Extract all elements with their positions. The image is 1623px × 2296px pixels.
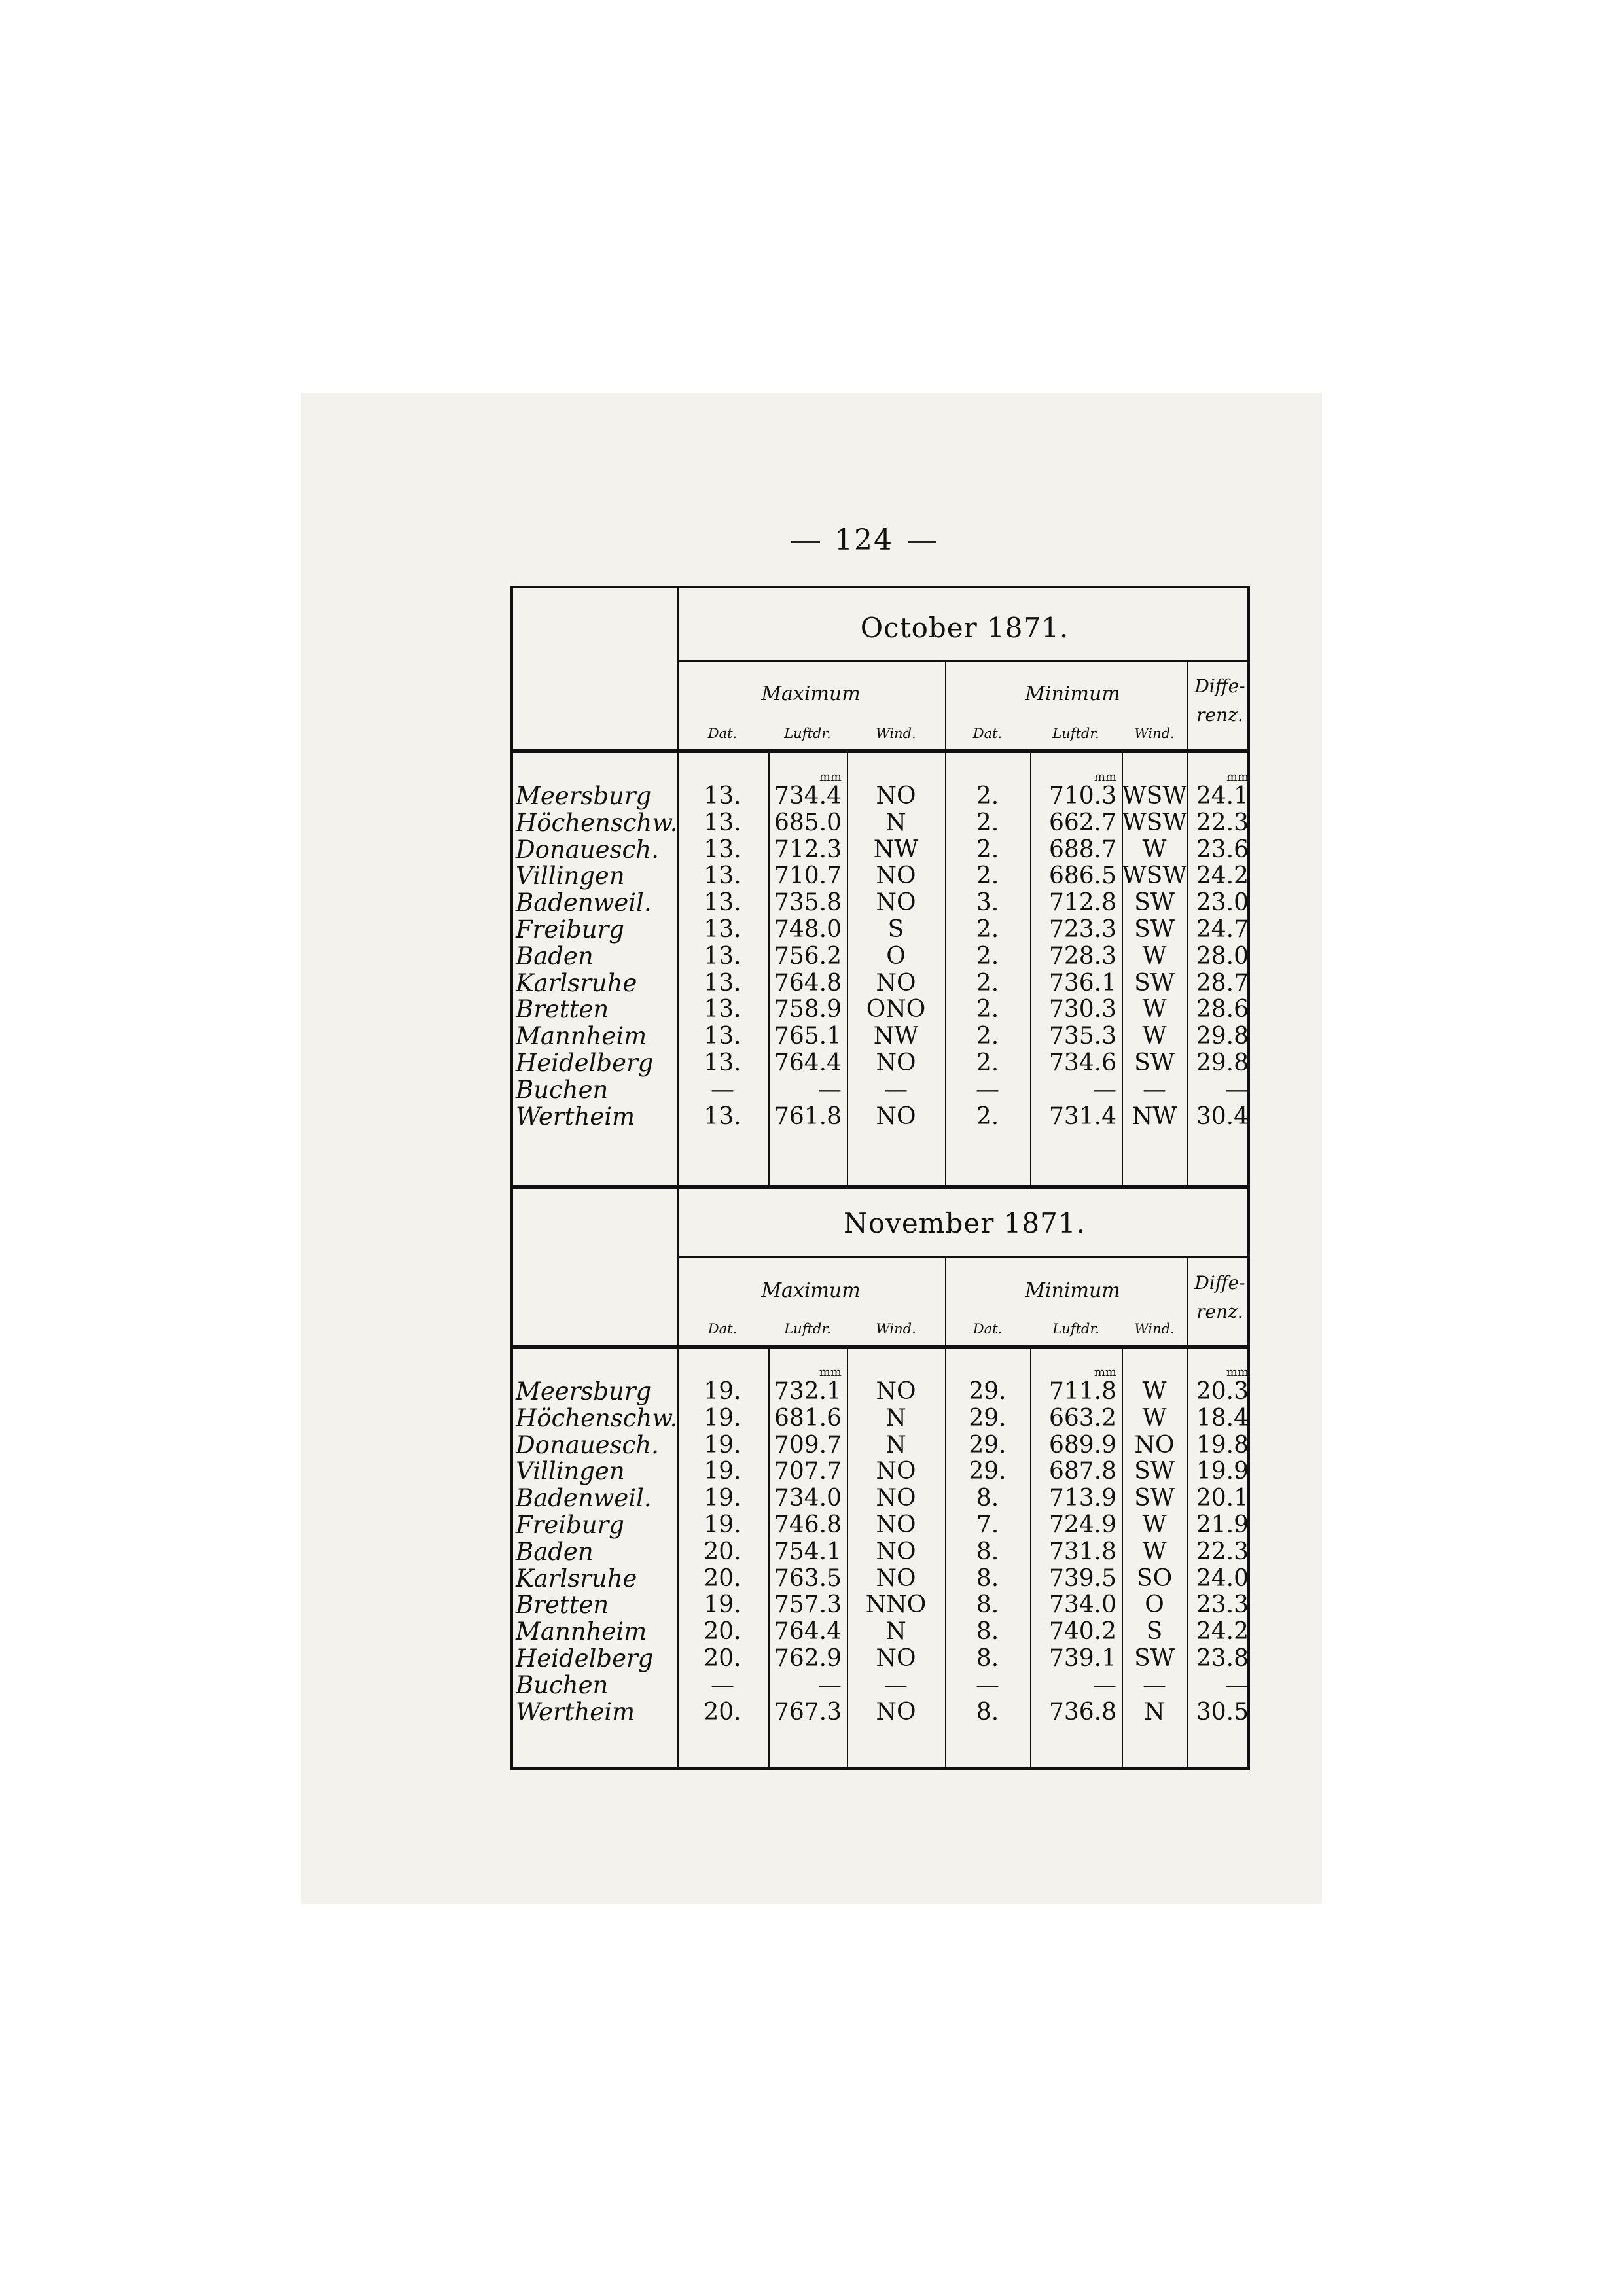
table-cell: 20. [704,1564,741,1592]
table-cell: 13. [704,862,741,890]
table-cell: 762.9 [774,1644,842,1672]
table-cell: 13. [704,809,741,836]
table-cell: 764.4 [774,1618,842,1646]
table-cell: 23.6 [1196,836,1249,863]
table-cell: 8. [976,1591,999,1619]
table-cell: NW [1132,1103,1177,1130]
table-cell: 19. [704,1511,741,1538]
table-cell: 662.7 [1048,809,1116,836]
november-title-rule [677,1256,1247,1258]
table-cell: NO [876,1458,916,1485]
station-name: Wertheim [516,1102,635,1131]
table-cell: 24.1 [1196,783,1249,809]
table-cell: W [1142,942,1167,970]
station-name: Baden [516,1537,594,1566]
table-cell: 765.1 [774,1023,842,1050]
table-cell: 3. [976,889,999,917]
table-cell: NO [876,1538,916,1565]
table-cell: 757.3 [774,1591,842,1619]
differenz-line2: renz. [1196,1301,1243,1322]
table-cell: NO [876,1485,916,1512]
table-cell: 13. [704,996,741,1023]
table-cell: 20. [704,1618,741,1646]
table-cell: 709.7 [774,1431,842,1458]
table-cell: SW [1134,969,1175,997]
table-cell: — [1225,1076,1249,1103]
table-cell: 710.7 [774,862,842,890]
table-cell: 731.4 [1048,1103,1116,1130]
table-cell: 663.2 [1048,1404,1116,1432]
table-cell: 2. [976,996,999,1023]
station-name: Mannheim [516,1022,647,1051]
table-cell: 19. [704,1485,741,1512]
table-cell: 8. [976,1618,999,1646]
october-min-dat-column [945,783,1030,1130]
october-max-wind-column [847,783,945,1130]
table-cell: 28.7 [1196,969,1249,997]
table-cell: 754.1 [774,1538,842,1565]
table-cell: 767.3 [774,1698,842,1725]
november-dat-luftdr-rule [768,1345,770,1767]
october-min-luftdr-wind-rule [1122,749,1123,1185]
table-cell: 23.0 [1196,889,1249,917]
station-name: Meersburg [516,782,652,810]
table-cell: 739.1 [1048,1644,1116,1672]
october-title: October 1871. [860,612,1069,644]
table-cell: 19. [704,1458,741,1485]
table-cell: 2. [976,809,999,836]
table-cell: W [1142,1023,1167,1050]
table-cell: 18.4 [1196,1404,1249,1432]
table-cell: 2. [976,836,999,863]
table-cell: 20.1 [1196,1485,1249,1512]
october-min-wind-header: Wind. [1134,726,1175,741]
table-cell: 728.3 [1048,942,1116,970]
table-cell: 19.9 [1196,1458,1249,1485]
table-cell: 739.5 [1048,1564,1116,1592]
table-cell: 19. [704,1378,741,1405]
november-title: November 1871. [844,1207,1086,1239]
station-name: Karlsruhe [516,1564,637,1593]
station-name: Wertheim [516,1697,635,1726]
table-cell: — [818,1671,842,1699]
table-cell: WSW [1122,862,1187,890]
station-name: Heidelberg [516,1048,654,1077]
november-max-wind-column [847,1379,945,1725]
table-cell: NO [876,1049,916,1076]
november-min-wind-column [1122,1379,1187,1725]
table-cell: 746.8 [774,1511,842,1538]
table-cell: NNO [865,1591,927,1619]
table-cell: NO [876,1103,916,1130]
table-cell: NO [876,862,916,890]
table-cell: NO [876,1564,916,1592]
november-max-dat-column [677,1379,768,1725]
table-cell: 30.4 [1196,1103,1249,1130]
station-name: Heidelberg [516,1644,654,1672]
november-min-luftdr-header: Luftdr. [1052,1321,1099,1337]
dash-left [791,541,820,543]
table-cell: NO [876,969,916,997]
november-min-luftdr-column [1030,1379,1116,1725]
table-cell: W [1142,1511,1167,1538]
station-name: Bretten [516,1591,609,1619]
october-header-rule [513,749,1247,753]
table-cell: 730.3 [1048,996,1116,1023]
table-cell: 24.0 [1196,1564,1249,1592]
table-cell: 20. [704,1698,741,1725]
october-diff-unit: mm [1226,770,1249,784]
table-cell: 13. [704,836,741,863]
table-cell: NO [876,1698,916,1725]
table-cell: 13. [704,783,741,809]
table-cell: SW [1134,1049,1175,1076]
november-header-rule [513,1345,1247,1349]
october-diff-rule [1187,660,1188,1185]
table-cell: 758.9 [774,996,842,1023]
table-cell: — [884,1671,908,1699]
table-cell: N [885,809,906,836]
table-cell: 748.0 [774,915,842,943]
october-min-luftdr-header: Luftdr. [1052,726,1099,741]
differenz-line1: Diffe- [1194,1272,1245,1294]
october-differenz-column [1187,783,1249,1130]
table-cell: 8. [976,1698,999,1725]
table-cell: NO [876,889,916,917]
differenz-line2: renz. [1196,704,1243,726]
table-cell: 20. [704,1538,741,1565]
table-cell: 13. [704,1049,741,1076]
table-cell: 13. [704,1103,741,1130]
station-column-rule [677,588,679,1767]
table-cell: 8. [976,1538,999,1565]
station-name: Buchen [516,1075,609,1104]
november-differenz-header [1187,1269,1253,1326]
november-min-dat-column [945,1379,1030,1725]
table-cell: 2. [976,1103,999,1130]
table-cell: — [1093,1671,1116,1699]
table-cell: NO [1134,1431,1175,1458]
table-cell: 8. [976,1644,999,1672]
table-cell: 707.7 [774,1458,842,1485]
table-cell: W [1142,1538,1167,1565]
page-number [753,523,975,557]
october-maxmin-rule [945,660,946,1185]
table-cell: 2. [976,1049,999,1076]
table-cell: 734.0 [774,1485,842,1512]
table-cell: 24.7 [1196,915,1249,943]
november-max-luftdr-header: Luftdr. [784,1321,831,1337]
table-cell: SW [1134,1485,1175,1512]
october-dat-luftdr-rule [768,749,770,1185]
station-name: Freiburg [516,915,624,944]
table-cell: NO [876,1378,916,1405]
table-cell: — [884,1076,908,1103]
table-cell: NW [873,1023,919,1050]
table-cell: 19. [704,1404,741,1432]
table-cell: 736.8 [1048,1698,1116,1725]
table-cell: 763.5 [774,1564,842,1592]
station-name: Bretten [516,995,609,1024]
table-cell: 29.8 [1196,1049,1249,1076]
table-cell: 19. [704,1431,741,1458]
november-max-wind-header: Wind. [876,1321,916,1337]
table-cell: 688.7 [1048,836,1116,863]
table-cell: 13. [704,942,741,970]
section-divider [513,1185,1247,1189]
table-cell: 22.3 [1196,1538,1249,1565]
table-cell: 24.2 [1196,862,1249,890]
november-maxmin-rule [945,1256,946,1767]
table-cell: 29. [969,1378,1007,1405]
table-cell: 19.8 [1196,1431,1249,1458]
october-minimum-header: Minimum [1025,682,1120,705]
table-cell: — [1093,1076,1116,1103]
october-luftdr-wind-rule [847,749,848,1185]
october-title-rule [677,660,1247,662]
station-name: Villingen [516,862,625,891]
table-cell: WSW [1122,809,1187,836]
november-minimum-header: Minimum [1025,1279,1120,1302]
dash-right [908,541,936,543]
october-min-wind-column [1122,783,1187,1130]
table-cell: NO [876,783,916,809]
table-cell: O [886,942,906,970]
november-diff-rule [1187,1256,1188,1767]
station-name: Baden [516,942,594,970]
table-cell: 13. [704,915,741,943]
table-cell: 736.1 [1048,969,1116,997]
table-cell: — [1143,1671,1166,1699]
table-cell: 732.1 [774,1378,842,1405]
station-name: Villingen [516,1457,625,1486]
november-station-names [516,1377,678,1726]
table-cell: 29. [969,1404,1007,1432]
station-name: Buchen [516,1670,609,1699]
table-cell: 731.8 [1048,1538,1116,1565]
table-cell: 712.3 [774,836,842,863]
table-cell: S [887,915,904,943]
table-cell: 734.4 [774,783,842,809]
table-cell: — [818,1076,842,1103]
october-min-dat-luftdr-rule [1030,749,1031,1185]
table-cell: NW [873,836,919,863]
table-cell: N [885,1431,906,1458]
table-cell: 29. [969,1431,1007,1458]
station-name: Freiburg [516,1510,624,1539]
table-cell: 13. [704,1023,741,1050]
table-cell: N [1144,1698,1165,1725]
table-cell: 686.5 [1048,862,1116,890]
table-cell: 735.3 [1048,1023,1116,1050]
table-cell: N [885,1618,906,1646]
table-cell: SW [1134,889,1175,917]
november-min-dat-header: Dat. [972,1321,1003,1337]
october-max-luftdr-column [768,783,842,1130]
october-differenz-header [1187,672,1253,730]
table-cell: 30.5 [1196,1698,1249,1725]
table-cell: 7. [976,1511,999,1538]
table-cell: NO [876,1511,916,1538]
table-cell: — [711,1076,734,1103]
october-maximum-header: Maximum [761,682,861,705]
table-cell: — [976,1671,999,1699]
table-cell: 28.0 [1196,942,1249,970]
table-cell: 2. [976,969,999,997]
october-max-dat-column [677,783,768,1130]
table-cell: 710.3 [1048,783,1116,809]
table-cell: ONO [866,996,926,1023]
october-station-names [516,782,678,1131]
table-cell: 24.2 [1196,1618,1249,1646]
table-cell: SO [1136,1564,1173,1592]
table-cell: 685.0 [774,809,842,836]
pressure-table [510,586,1250,1770]
table-cell: 734.6 [1048,1049,1116,1076]
table-cell: 28.6 [1196,996,1249,1023]
table-cell: 20.3 [1196,1378,1249,1405]
table-cell: SW [1134,1458,1175,1485]
station-name: Badenweil. [516,889,652,917]
table-cell: 19. [704,1591,741,1619]
table-cell: 8. [976,1485,999,1512]
station-name: Höchenschw. [516,1404,678,1432]
table-cell: N [885,1404,906,1432]
october-max-dat-header: Dat. [707,726,738,741]
station-name: Karlsruhe [516,968,637,997]
table-cell: 2. [976,915,999,943]
station-name: Höchenschw. [516,808,678,837]
table-cell: O [1145,1591,1164,1619]
table-cell: S [1146,1618,1163,1646]
table-cell: 2. [976,862,999,890]
table-cell: 23.8 [1196,1644,1249,1672]
november-diff-unit: mm [1226,1366,1249,1379]
differenz-line1: Diffe- [1194,675,1245,697]
table-cell: 764.8 [774,969,842,997]
october-max-unit: mm [819,770,842,784]
table-cell: SW [1134,915,1175,943]
table-cell: W [1142,1404,1167,1432]
station-name: Donauesch. [516,1430,659,1459]
table-cell: 713.9 [1048,1485,1116,1512]
november-min-luftdr-wind-rule [1122,1345,1123,1767]
table-cell: 711.8 [1048,1378,1116,1405]
table-cell: 8. [976,1564,999,1592]
table-cell: — [711,1671,734,1699]
table-cell: 29. [969,1458,1007,1485]
table-cell: W [1142,836,1167,863]
table-cell: WSW [1122,783,1187,809]
october-min-unit: mm [1094,770,1116,784]
table-cell: W [1142,1378,1167,1405]
table-cell: 13. [704,889,741,917]
table-cell: — [1225,1671,1249,1699]
station-name: Mannheim [516,1617,647,1646]
table-cell: — [1143,1076,1166,1103]
table-cell: 712.8 [1048,889,1116,917]
table-cell: 2. [976,1023,999,1050]
table-cell: 723.3 [1048,915,1116,943]
table-cell: SW [1134,1644,1175,1672]
table-cell: NO [876,1644,916,1672]
table-cell: 756.2 [774,942,842,970]
table-cell: 2. [976,942,999,970]
table-cell: 687.8 [1048,1458,1116,1485]
november-max-luftdr-column [768,1379,842,1725]
november-min-wind-header: Wind. [1134,1321,1175,1337]
table-cell: 764.4 [774,1049,842,1076]
table-cell: 13. [704,969,741,997]
november-max-dat-header: Dat. [707,1321,738,1337]
station-name: Donauesch. [516,835,659,864]
table-cell: 681.6 [774,1404,842,1432]
table-cell: 724.9 [1048,1511,1116,1538]
table-cell: 21.9 [1196,1511,1249,1538]
november-luftdr-wind-rule [847,1345,848,1767]
table-cell: 2. [976,783,999,809]
october-max-luftdr-header: Luftdr. [784,726,831,741]
station-name: Badenweil. [516,1484,652,1513]
november-maximum-header: Maximum [761,1279,861,1302]
page-number-text: 124 [834,523,893,557]
november-max-unit: mm [819,1366,842,1379]
table-cell: — [976,1076,999,1103]
table-cell: 740.2 [1048,1618,1116,1646]
table-cell: 29.8 [1196,1023,1249,1050]
november-min-dat-luftdr-rule [1030,1345,1031,1767]
october-max-wind-header: Wind. [876,726,916,741]
table-cell: 23.3 [1196,1591,1249,1619]
table-cell: 20. [704,1644,741,1672]
table-cell: 22.3 [1196,809,1249,836]
table-cell: W [1142,996,1167,1023]
table-cell: 761.8 [774,1103,842,1130]
november-min-unit: mm [1094,1366,1116,1379]
table-cell: 735.8 [774,889,842,917]
table-cell: 734.0 [1048,1591,1116,1619]
table-cell: 689.9 [1048,1431,1116,1458]
november-differenz-column [1187,1379,1249,1725]
october-min-dat-header: Dat. [972,726,1003,741]
october-min-luftdr-column [1030,783,1116,1130]
station-name: Meersburg [516,1377,652,1405]
